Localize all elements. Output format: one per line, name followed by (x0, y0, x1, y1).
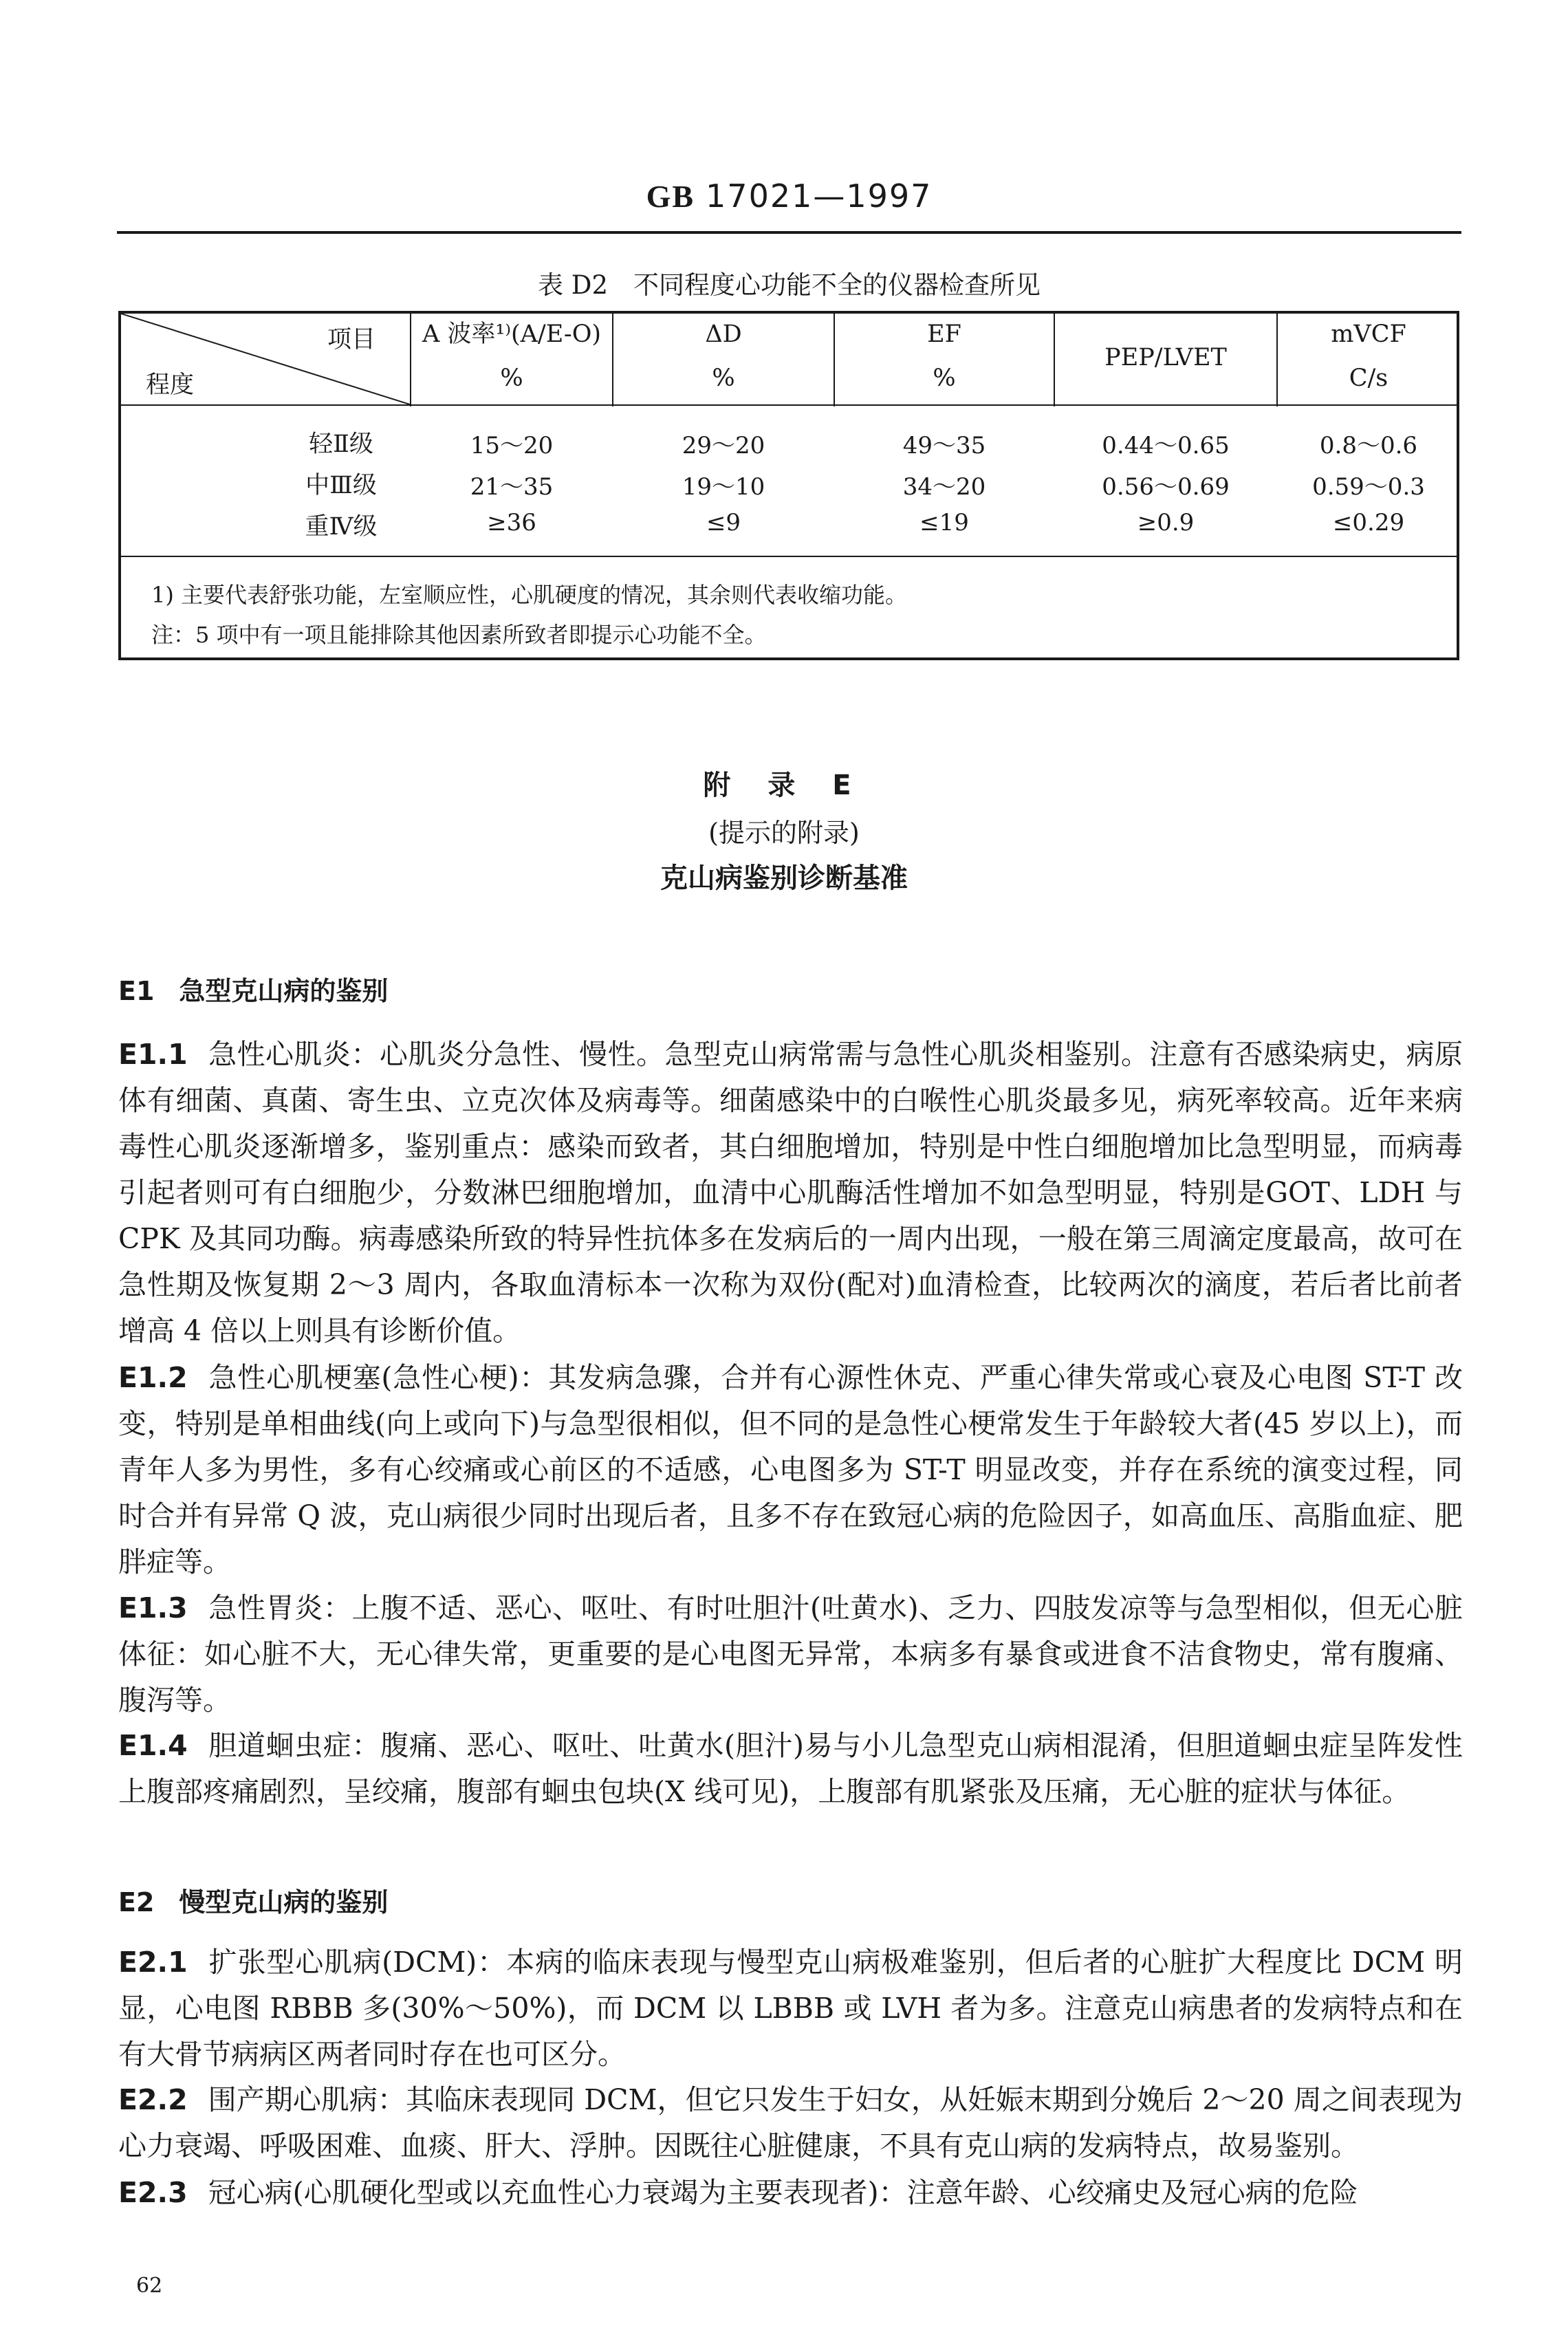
standard-number: 17021—1997 (706, 177, 933, 215)
paragraph-e2-1 (118, 1939, 1463, 2078)
section-heading-e1 (118, 970, 388, 1008)
table-cell: 0.8～0.6 (1319, 432, 1418, 459)
standard-prefix: GB (646, 179, 695, 214)
table-caption: 表 D2 不同程度心功能不全的仪器检查所见 (538, 270, 1041, 300)
clause-text: 胆道蛔虫症：腹痛、恶心、呕吐、吐黄水(胆汁)易与小儿急型克山病相混淆，但胆道蛔虫症呈阵发性上腹部疼痛剧烈，呈绞痛，腹部有蛔虫包块(X 线可见)，上腹部有肌紧张及压痛，无心脏的症状与体征。 (118, 1729, 1463, 1808)
paragraph-e1-4 (118, 1723, 1463, 1815)
clause-number: E2.3 (118, 2176, 188, 2209)
table-cell: 0.59～0.3 (1312, 473, 1425, 501)
clause-text: 冠心病(心肌硬化型或以充血性心力衰竭为主要表现者)：注意年龄、心绞痛史及冠心病的危险 (208, 2176, 1358, 2209)
paragraph-e1-1 (118, 1032, 1463, 1354)
row-label-mild: 轻Ⅱ级 (309, 431, 373, 458)
clause-text: 围产期心肌病：其临床表现同 DCM，但它只发生于妇女，从妊娠末期到分娩后 2～20 周之间表现为心力衰竭、呼吸困难、血痰、肝大、浮肿。因既往心脏健康，不具有克山病的发病特点，故易鉴别。 (118, 2083, 1463, 2162)
col-header-ef: EF (927, 320, 961, 348)
appendix-title: 附 录 E (703, 770, 865, 801)
col-unit-mvcf: C/s (1349, 365, 1389, 392)
col-header-pep-lvet: PEP/LVET (1104, 344, 1227, 371)
table-cell: 29～20 (682, 432, 765, 459)
clause-text: 扩张型心肌病(DCM)：本病的临床表现与慢型克山病极难鉴别，但后者的心脏扩大程度比 DCM 明显，心电图 RBBB 多(30%～50%)，而 DCM 以 LBBB 或 LVH 者为多。注意克山病患者的发病特点和在有大骨节病病区两者同时存在也可区分。 (118, 1946, 1463, 2071)
table-cell: ≥36 (487, 509, 536, 536)
table-cell: 21～35 (470, 473, 554, 501)
standard-code (117, 177, 1461, 215)
clause-number: E1.1 (118, 1038, 188, 1071)
clause-text: 急性心肌炎：心肌炎分急性、慢性。急型克山病常需与急性心肌炎相鉴别。注意有否感染病史，病原体有细菌、真菌、寄生虫、立克次体及病毒等。细菌感染中的白喉性心肌炎最多见，病死率较高。近年来病毒性心肌炎逐渐增多，鉴别重点：感染而致者，其白细胞增加，特别是中性白细胞增加比急型明显，而病毒引起者则可有白细胞少，分数淋巴细胞增加，血清中心肌酶活性增加不如急型明显，特别是GOT、LDH 与 CPK 及其同功酶。病毒感染所致的特异性抗体多在发病后的一周内出现，一般在第三周滴定度最高，故可在急性期及恢复期 2～3 周内，各取血清标本一次称为双份(配对)血清检查，比较两次的滴度，若后者比前者增高 4 倍以上则具有诊断价值。 (118, 1038, 1463, 1347)
paragraph-e1-2 (118, 1355, 1463, 1585)
table-cell: 49～35 (902, 432, 986, 459)
table-cell: 0.44～0.65 (1102, 432, 1230, 459)
table-cell: ≤0.29 (1332, 509, 1405, 536)
clause-number: E1.4 (118, 1729, 188, 1762)
page-header (117, 173, 1461, 234)
table-cell: ≤19 (919, 509, 969, 536)
corner-degree-label: 程度 (146, 371, 195, 399)
paragraph-e1-3 (118, 1585, 1463, 1724)
col-header-mvcf: mVCF (1331, 320, 1406, 348)
paragraph-e2-3 (118, 2170, 1463, 2216)
section-number: E1 (118, 976, 155, 1006)
table-cell: 19～10 (682, 473, 765, 501)
row-label-moderate: 中Ⅲ级 (305, 472, 377, 499)
table-d2 (118, 311, 1459, 660)
table-note: 注：5 项中有一项且能排除其他因素所致者即提示心功能不全。 (151, 622, 767, 648)
clause-text: 急性胃炎：上腹不适、恶心、呕吐、有时吐胆汁(吐黄水)、乏力、四肢发凉等与急型相似，但无心脏体征：如心脏不大，无心律失常，更重要的是心电图无异常，本病多有暴食或进食不洁食物史，常有腹痛、腹泻等。 (118, 1591, 1463, 1717)
row-label-severe: 重Ⅳ级 (305, 513, 378, 541)
clause-number: E2.2 (118, 2083, 188, 2116)
section-number: E2 (118, 1887, 155, 1917)
clause-number: E1.3 (118, 1591, 188, 1624)
header-divider (121, 404, 1457, 406)
page-number: 62 (136, 2274, 163, 2298)
paragraph-e2-2 (118, 2077, 1463, 2169)
table-cell: ≤9 (706, 509, 741, 536)
table-cell: ≥0.9 (1137, 509, 1195, 536)
table-cell: 15～20 (470, 432, 554, 459)
table-cell: 0.56～0.69 (1102, 473, 1230, 501)
col-unit-a-wave: % (500, 365, 523, 392)
section-heading-e2 (118, 1881, 388, 1919)
clause-text: 急性心肌梗塞(急性心梗)：其发病急骤，合并有心源性休克、严重心律失常或心衰及心电图 ST-T 改变，特别是单相曲线(向上或向下)与急型很相似，但不同的是急性心梗常发生于年龄较大者(45 岁以上)，而青年人多为男性，多有心绞痛或心前区的不适感，心电图多为 ST-T 明显改变，并存在系统的演变过程，同时合并有异常 Q 波，克山病很少同时出现后者，且多不存在致冠心病的危险因子，如高血压、高脂血症、肥胖症等。 (118, 1361, 1463, 1578)
notes-divider (121, 556, 1457, 557)
corner-item-label: 项目 (327, 326, 376, 354)
col-header-delta-d: ΔD (705, 320, 742, 348)
section-title: 慢型克山病的鉴别 (179, 1887, 389, 1917)
col-unit-ef: % (933, 365, 956, 392)
table-footnote: 1) 主要代表舒张功能，左室顺应性，心肌硬度的情况，其余则代表收缩功能。 (151, 582, 908, 608)
clause-number: E2.1 (118, 1946, 188, 1979)
col-unit-delta-d: % (712, 365, 735, 392)
table-cell: 34～20 (902, 473, 986, 501)
appendix-name: 克山病鉴别诊断基准 (660, 862, 908, 894)
section-title: 急型克山病的鉴别 (179, 976, 389, 1006)
appendix-subtitle: (提示的附录) (708, 818, 860, 848)
clause-number: E1.2 (118, 1361, 188, 1394)
col-header-a-wave: A 波率¹⁾(A/E-O) (422, 320, 602, 348)
